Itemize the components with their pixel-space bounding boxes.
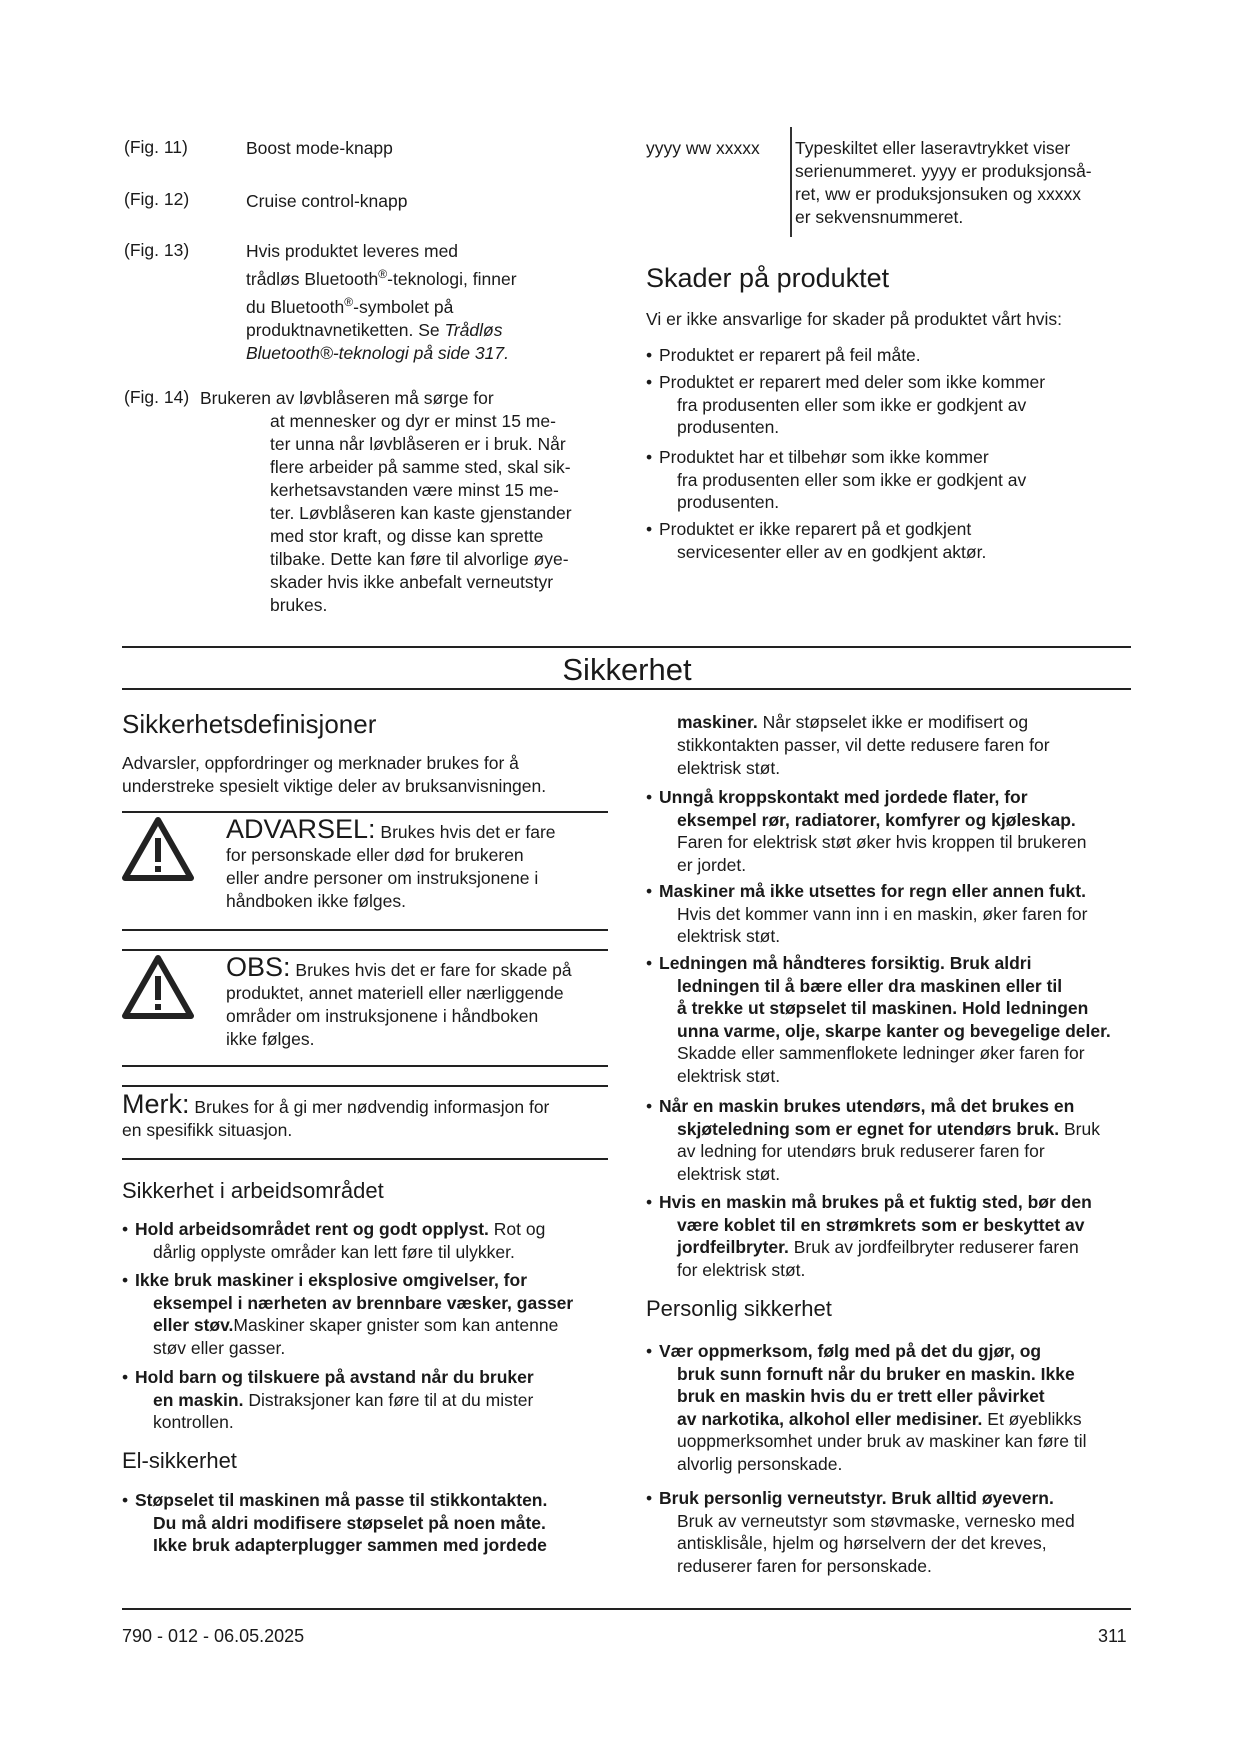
section-rule-top <box>122 646 1131 648</box>
serial-divider <box>790 127 792 237</box>
caution-callout: OBS: Brukes hvis det er fare for skade på produktet, annet materiell eller nærliggende områder om instruksjonene i håndboken ikke følges. <box>226 952 572 1049</box>
serial-text: Typeskiltet eller laseravtrykket viser serienummeret. yyyy er produksjonså- ret, ww er produksjonsuken og xxxxx er sekvensnummeret. <box>795 138 1092 227</box>
list-item: • Støpselet til maskinen må passe til stikkontakten. Du må aldri modifisere støpselet på noen måte. Ikke bruk adapterplugger sammen med jordede <box>122 1490 548 1555</box>
fig-12-text: Cruise control-knapp <box>246 191 408 211</box>
damage-intro: Vi er ikke ansvarlige for skader på produktet vårt hvis: <box>646 309 1062 329</box>
page-number: 311 <box>1098 1626 1127 1646</box>
list-item: • Produktet er reparert med deler som ikke kommer fra produsenten eller som ikke er godkjent av produsenten. <box>646 372 1046 437</box>
divider <box>122 949 608 951</box>
list-item: • Når en maskin brukes utendørs, må det brukes en skjøteledning som er egnet for utendørs bruk. Bruk av ledning for utendørs bruk reduserer faren for elektrisk støt. <box>646 1096 1100 1184</box>
list-item: • Bruk personlig verneutstyr. Bruk alltid øyevern. Bruk av verneutstyr som støvmaske, vernesko med antisklisåle, hjelm og hørselvern der det kreves, reduserer faren for personskade. <box>646 1488 1075 1576</box>
fig-14-text: Brukeren av løvblåseren må sørge for at mennesker og dyr er minst 15 me- ter unna når løvblåseren er i bruk. Når flere arbeider på samme sted, skal sik- kerhetsavstanden være minst 15 me- ter. Løvblåseren kan kaste gjenstander med stor kraft, og disse kan sprette tilbake. Dette kan føre til alvorlige øye- skader hvis ikke anbefalt verneutstyr brukes. <box>200 388 572 615</box>
fig-13-link-cont[interactable]: Bluetooth®-teknologi på side 317 <box>246 342 505 363</box>
fig-12-label: (Fig. 12) <box>124 189 190 209</box>
section-rule-bottom <box>122 688 1131 690</box>
list-item: • Hold arbeidsområdet rent og godt opplyst. Rot og dårlig opplyste områder kan lett føre til ulykker. <box>122 1219 546 1262</box>
fig-13-text: Hvis produktet leveres med trådløs Bluetooth®-teknologi, finner du Bluetooth®-symbolet på produktnavnetiketten. Se Trådløs Bluetooth®-teknologi på side 317. <box>246 241 517 363</box>
fig-13-label: (Fig. 13) <box>124 240 190 260</box>
list-item: • Produktet er ikke reparert på et godkjent servicesenter eller av en godkjent aktør. <box>646 519 987 562</box>
fig-11-text: Boost mode-knapp <box>246 138 393 158</box>
fig-13-link[interactable]: Trådløs <box>444 319 503 340</box>
electrical-continuation: maskiner. Når støpselet ikke er modifisert og stikkontakten passer, vil dette redusere faren for elektrisk støt. <box>677 712 1050 778</box>
electrical-title: El-sikkerhet <box>122 1448 237 1473</box>
footer-doc-id: 790 - 012 - 06.05.2025 <box>122 1626 305 1646</box>
list-item: • Produktet har et tilbehør som ikke kommer fra produsenten eller som ikke er godkjent av produsenten. <box>646 447 1027 512</box>
list-item: • Hvis en maskin må brukes på et fuktig sted, bør den være koblet til en strømkrets som er beskyttet av jordfeilbryter. Bruk av jordfeilbryter reduserer faren for elektrisk støt. <box>646 1192 1092 1280</box>
list-item: • Hold barn og tilskuere på avstand når du bruker en maskin. Distraksjoner kan føre til at du mister kontrollen. <box>122 1367 534 1432</box>
divider <box>122 811 608 813</box>
list-item: • Ledningen må håndteres forsiktig. Bruk aldri ledningen til å bære eller dra maskinen eller til å trekke ut støpselet til maskinen. Hold ledningen unna varme, olje, skarpe kanter og bevegelige deler. Skadde eller sammenflokete ledninger øker faren for elektrisk støt. <box>646 953 1111 1086</box>
list-item: • Vær oppmerksom, følg med på det du gjør, og bruk sunn fornuft når du bruker en maskin. Ikke bruk en maskin hvis du er trett eller påvirket av narkotika, alkohol eller medisiner. Et øyeblikks uoppmerksomhet under bruk av maskiner kan føre til alvorlig personskade. <box>646 1341 1087 1474</box>
fig-14-label: (Fig. 14) <box>124 387 190 407</box>
divider <box>122 1158 608 1160</box>
caution-triangle-icon <box>122 954 194 1020</box>
warning-key: ADVARSEL: <box>226 814 376 844</box>
divider <box>122 1065 608 1067</box>
footer-rule <box>122 1608 1131 1610</box>
personal-title: Personlig sikkerhet <box>646 1296 832 1321</box>
list-item: • Unngå kroppskontakt med jordede flater, for eksempel rør, radiatorer, komfyrer og kjøleskap. Faren for elektrisk støt øker hvis kroppen til brukeren er jordet. <box>646 787 1087 875</box>
work-area-title: Sikkerhet i arbeidsområdet <box>122 1178 384 1203</box>
fig-11-label: (Fig. 11) <box>124 137 188 157</box>
serial-code: yyyy ww xxxxx <box>646 138 760 158</box>
definitions-intro: Advarsler, oppfordringer og merknader brukes for å understreke spesielt viktige deler av bruksanvisningen. <box>122 753 547 796</box>
warning-callout: ADVARSEL: Brukes hvis det er fare for personskade eller død for brukeren eller andre personer om instruksjonene i håndboken ikke følges. <box>226 814 556 911</box>
list-item: • Ikke bruk maskiner i eksplosive omgivelser, for eksempel i nærheten av brennbare væsker, gasser eller støv.Maskiner skaper gnister som kan antenne støv eller gasser. <box>122 1270 574 1358</box>
list-item: • Maskiner må ikke utsettes for regn eller annen fukt. Hvis det kommer vann inn i en maskin, øker faren for elektrisk støt. <box>646 881 1088 946</box>
note-key: Merk: <box>122 1089 190 1119</box>
divider <box>122 1085 608 1087</box>
damage-title: Skader på produktet <box>646 263 890 293</box>
list-item: • Produktet er reparert på feil måte. <box>646 345 921 365</box>
warning-triangle-icon <box>122 816 194 882</box>
caution-key: OBS: <box>226 952 291 982</box>
section-title: Sikkerhet <box>562 652 692 687</box>
note-callout: Merk: Brukes for å gi mer nødvendig informasjon for en spesifikk situasjon. <box>122 1089 550 1140</box>
divider <box>122 929 608 931</box>
definitions-title: Sikkerhetsdefinisjoner <box>122 709 377 739</box>
